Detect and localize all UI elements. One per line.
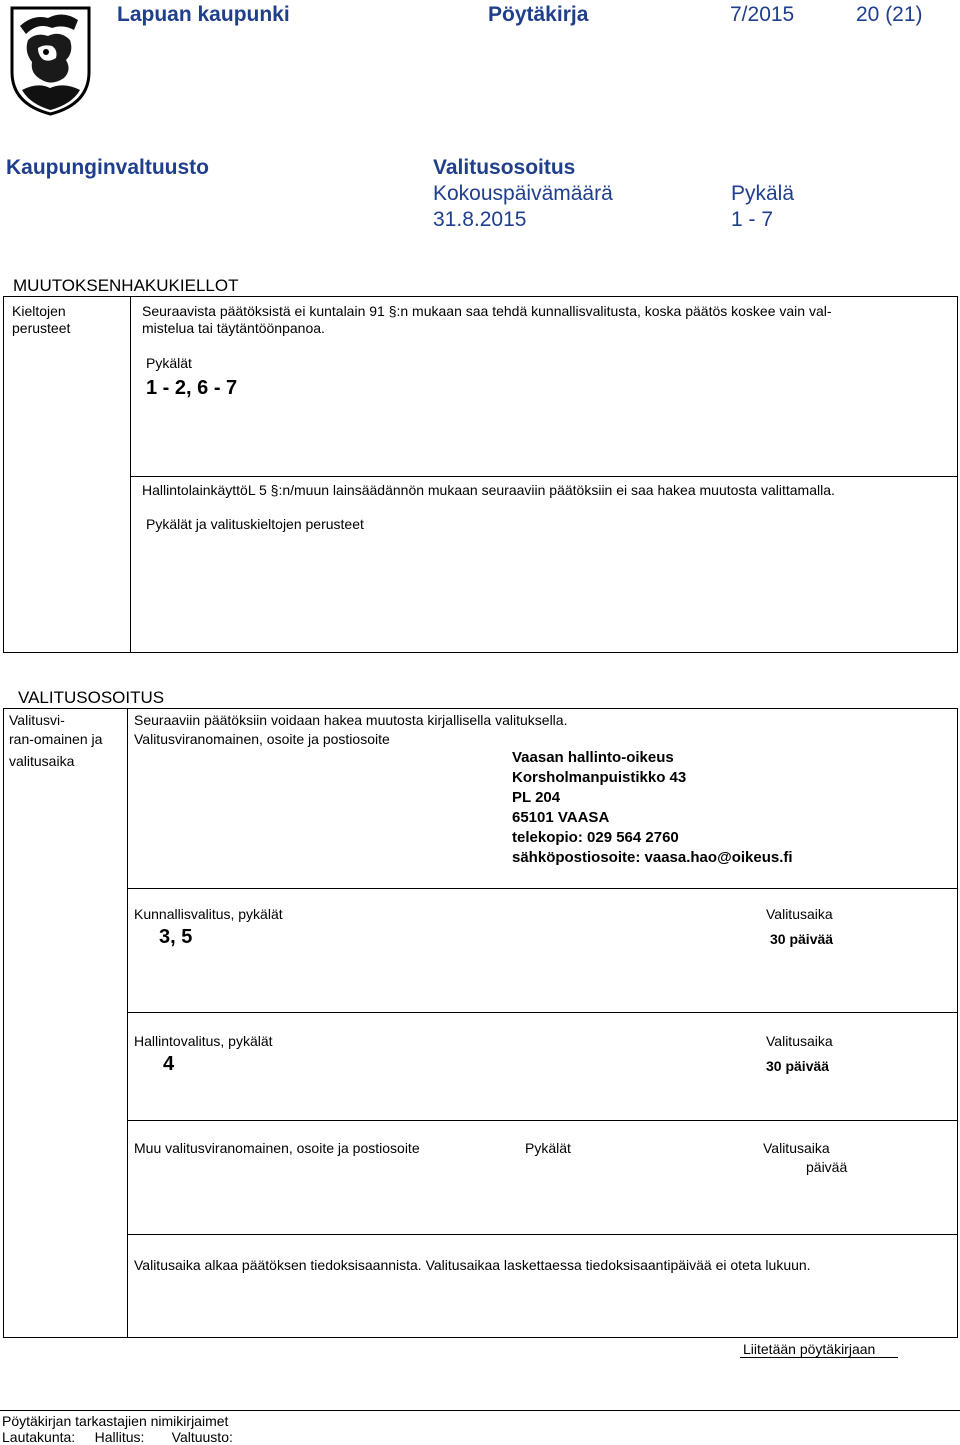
fax-number: telekopio: 029 564 2760 — [512, 829, 679, 846]
appeal-bans-side-label-1: Kieltojen — [12, 303, 66, 319]
meeting-date-label: Kokouspäivämäärä — [433, 182, 613, 205]
document-type: Pöytäkirja — [488, 3, 589, 26]
admin-time-label: Valitusaika — [766, 1033, 833, 1049]
appeal-bans-text-line1: Seuraavista päätöksistä ei kuntalain 91 §:n mukaan saa tehdä kunnallisvalitusta, koska päätös koskee vain val- — [142, 303, 832, 319]
page-number: 20 (21) — [856, 3, 923, 26]
appeal-divider — [127, 708, 128, 1338]
sections-range: 1 - 7 — [731, 208, 774, 231]
appeal-bans-text-line2: mistelua tai täytäntöönpanoa. — [142, 320, 325, 336]
address-line: Korsholmanpuistikko 43 — [512, 769, 687, 786]
appeal-bans-title: MUUTOKSENHAKUKIELLOT — [13, 276, 239, 295]
email-address: sähköpostiosoite: vaasa.hao@oikeus.fi — [512, 849, 793, 866]
signatures-label: Pöytäkirjan tarkastajien nimikirjaimet — [2, 1413, 229, 1429]
appeal-bans-box — [3, 296, 958, 653]
footer-divider — [0, 1410, 960, 1411]
paragraphs-label: Pykälät — [146, 355, 192, 371]
address-line: PL 204 — [512, 789, 561, 806]
appeal-separator-3 — [127, 1120, 958, 1121]
attach-note-underline — [740, 1357, 898, 1358]
governing-body: Kaupunginvaltuusto — [6, 156, 209, 179]
admin-appeal-label: Hallintovalitus, pykälät — [134, 1033, 273, 1049]
municipal-sections: 3, 5 — [159, 926, 193, 948]
appeal-bans-separator — [130, 476, 958, 477]
appeal-separator-1 — [127, 888, 958, 889]
appeal-side-label-3: valitusaika — [9, 753, 75, 769]
admin-law-label: Pykälät ja valituskieltojen perusteet — [146, 516, 364, 532]
admin-time: 30 päivää — [766, 1058, 830, 1074]
appeal-side-label-2: ran-omainen ja — [9, 731, 103, 747]
signature-fields: Lautakunta: Hallitus: Valtuusto: — [2, 1429, 233, 1445]
lapua-coat-of-arms-icon — [8, 4, 93, 117]
meeting-date: 31.8.2015 — [433, 208, 527, 231]
appeal-bans-side-label-2: perusteet — [12, 320, 71, 336]
other-time-unit: päivää — [806, 1159, 848, 1175]
municipal-appeal-label: Kunnallisvalitus, pykälät — [134, 906, 283, 922]
appeal-bans-divider — [130, 296, 131, 653]
other-sections-label: Pykälät — [525, 1140, 571, 1156]
admin-law-text: HallintolainkäyttöL 5 §:n/muun lainsäädännön mukaan seuraaviin päätöksiin ei saa hakea muutosta valittamalla. — [142, 482, 835, 498]
authority-label: Valitusviranomainen, osoite ja postiosoite — [134, 731, 390, 747]
appeal-side-label-1: Valitusvi- — [9, 712, 65, 728]
appeal-separator-2 — [127, 1012, 958, 1013]
appeal-intro: Seuraaviin päätöksiin voidaan hakea muutosta kirjallisella valituksella. — [134, 712, 568, 728]
section-title: Valitusosoitus — [433, 156, 576, 179]
section-label: Pykälä — [731, 182, 795, 205]
municipal-time: 30 päivää — [770, 931, 834, 947]
appeal-start-note: Valitusaika alkaa päätöksen tiedoksisaannista. Valitusaikaa laskettaessa tiedoksisaantipäivää ei oteta lukuun. — [134, 1257, 811, 1273]
other-time-label: Valitusaika — [763, 1140, 830, 1156]
paragraphs-value: 1 - 2, 6 - 7 — [146, 377, 238, 399]
appeal-title: VALITUSOSOITUS — [18, 688, 165, 707]
address-line: 65101 VAASA — [512, 809, 610, 826]
address-line: Vaasan hallinto-oikeus — [512, 749, 674, 766]
appeal-separator-4 — [127, 1234, 958, 1235]
minutes-number: 7/2015 — [730, 3, 795, 26]
municipal-time-label: Valitusaika — [766, 906, 833, 922]
city-name: Lapuan kaupunki — [117, 3, 290, 26]
attach-note: Liitetään pöytäkirjaan — [743, 1341, 876, 1357]
admin-sections: 4 — [163, 1053, 175, 1075]
other-authority-label: Muu valitusviranomainen, osoite ja postiosoite — [134, 1140, 420, 1156]
appeal-box — [3, 708, 958, 1338]
